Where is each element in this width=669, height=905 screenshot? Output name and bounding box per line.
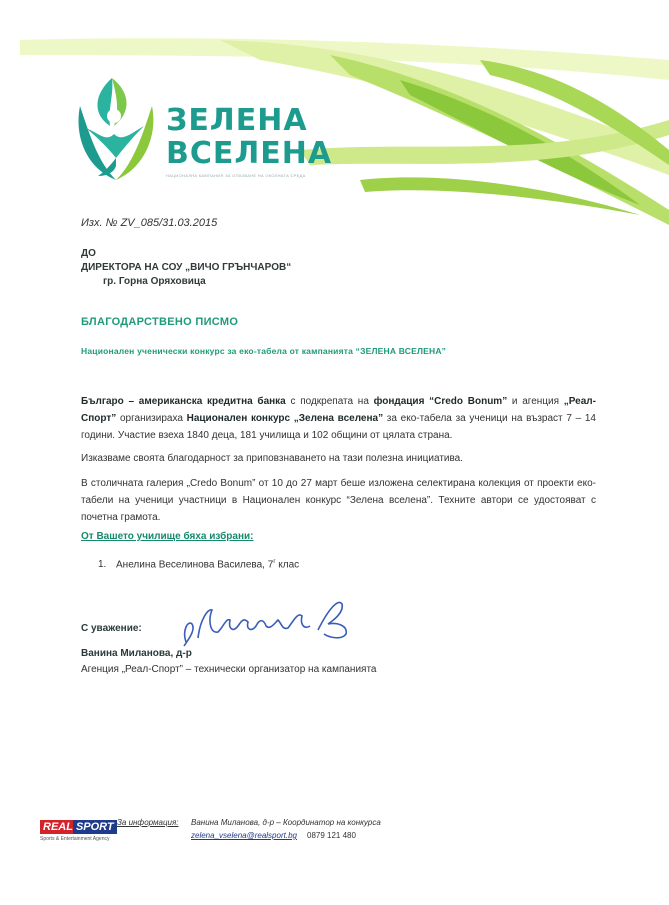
realsport-logo — [40, 817, 117, 842]
selected-students-heading: От Вашето училище бяха избрани: — [81, 531, 254, 542]
paragraph-gallery: В столичната галерия „Credo Bonum” от 10 до 27 март беше изложена селектирана колекция от проекти еко-табели на ученици участници в Национален конкурс “Зелена вселена”. Техните автори се удостояват с почетна грамота. — [81, 478, 596, 523]
paragraph-organizers — [81, 393, 596, 444]
recipient-city: гр. Горна Оряховица — [103, 276, 206, 287]
list-item — [98, 559, 299, 570]
contact-phone: 0879 121 480 — [307, 831, 356, 840]
p1-text-1: с подкрепата на — [285, 396, 374, 407]
handwritten-signature — [178, 590, 368, 650]
brand-name-line2: ВСЕЛЕНА — [166, 136, 333, 171]
regards: С уважение: — [81, 623, 142, 634]
logo-sport: SPORT — [73, 820, 117, 834]
reference-number: Изх. № ZV_085/31.03.2015 — [81, 217, 218, 229]
list-item-grade-suffix: клас — [275, 559, 300, 571]
list-item-name: Анелина Веселинова Василева, 7 — [116, 559, 274, 571]
letter-subtitle: Национален ученически конкурс за еко-табела от кампанията “ЗЕЛЕНА ВСЕЛЕНА” — [81, 346, 447, 356]
logo-tagline: Sports & Entertainment Agency — [40, 836, 110, 842]
zelena-vselena-logo-icon — [72, 76, 158, 186]
contest-name: Национален конкурс „Зелена вселена” — [186, 413, 384, 424]
agency-name: „Реал-Спорт” — [81, 396, 596, 424]
letter-title: БЛАГОДАРСТВЕНО ПИСМО — [81, 316, 239, 328]
p1-text-4: за еко-табела за ученици на възраст 7 – 14 години. Участие взеха 1840 деца, 181 училища и 102 общини от цялата страна. — [81, 413, 596, 441]
recipient-title: ДИРЕКТОРА НА СОУ „ВИЧО ГРЪНЧАРОВ“ — [81, 262, 292, 273]
signer-organization: Агенция „Реал-Спорт” – технически организатор на кампанията — [81, 664, 377, 675]
logo-real: REAL — [40, 820, 76, 834]
p1-text-3: организираха — [116, 413, 187, 424]
list-item-grade-sup: г — [273, 559, 276, 565]
signer-name: Ванина Миланова, д-р — [81, 648, 192, 659]
list-item-number: 1. — [98, 559, 107, 571]
bank-name: Българо – американска кредитна банка — [81, 396, 286, 407]
brand-subtitle: НАЦИОНАЛНА КАМПАНИЯ ЗА ОПАЗВАНЕ НА ОКОЛНАТА СРЕДА — [166, 173, 306, 178]
recipient-block — [81, 247, 291, 289]
brand-name-line1: ЗЕЛЕНА — [166, 103, 308, 138]
contact-email-link[interactable]: zelena_vselena@realsport.bg — [191, 831, 297, 840]
paragraph-gratitude: Изказваме своята благодарност за приповзнаването на тази полезна инициатива. — [81, 453, 464, 464]
recipient-to: ДО — [81, 248, 96, 259]
p1-text-2: и агенция — [507, 396, 564, 407]
info-label: За информация: — [117, 818, 179, 827]
coordinator-line: Ванина Миланова, д-р – Координатор на конкурса — [191, 818, 381, 827]
foundation-name: фондация “Credo Bonum” — [373, 396, 508, 407]
